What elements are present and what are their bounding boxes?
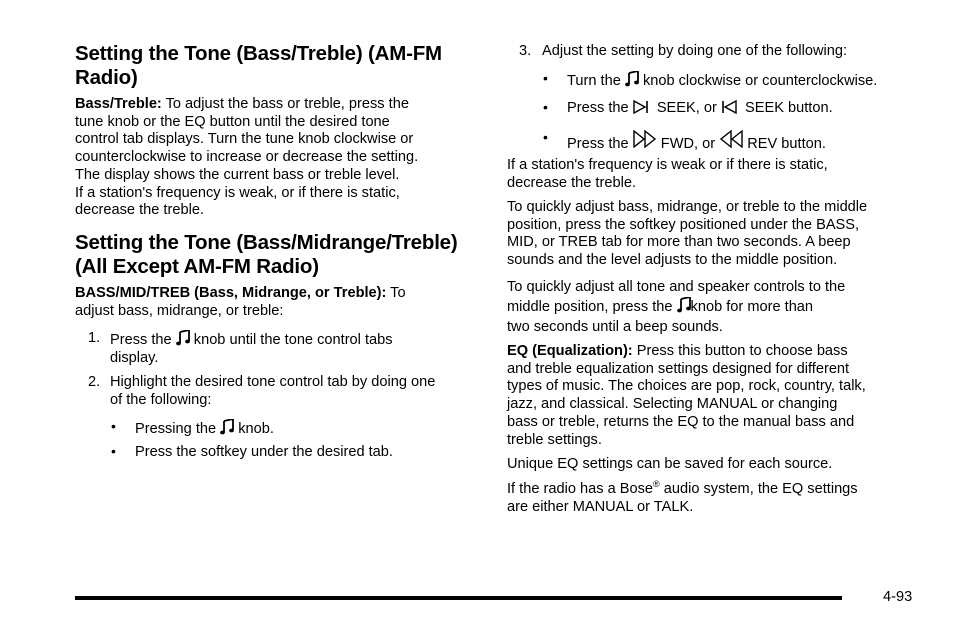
section-heading-bass-mid-treble bbox=[75, 231, 458, 279]
heading-line-1: Setting the Tone (Bass/Treble) (AM-FM bbox=[75, 42, 442, 65]
text-fragment: SEEK, or bbox=[656, 100, 717, 116]
text-fragment: knob clockwise or counterclockwise. bbox=[642, 73, 878, 89]
text-line: bass or treble, returns the EQ to the manual bass and bbox=[507, 413, 855, 430]
bass-mid-treb-paragraph bbox=[75, 285, 406, 320]
seek-down-icon bbox=[721, 100, 737, 114]
text-fragment: Turn the bbox=[567, 73, 621, 89]
eq-label: EQ (Equalization): bbox=[507, 343, 633, 359]
heading-line-1: Setting the Tone (Bass/Midrange/Treble) bbox=[75, 231, 458, 254]
weak-station-paragraph bbox=[507, 157, 828, 192]
step-3-bullet-1 bbox=[567, 71, 877, 91]
heading-line-2: (All Except AM-FM Radio) bbox=[75, 255, 319, 278]
text-line: The display shows the current bass or treble level. bbox=[75, 166, 400, 183]
text-fragment: Highlight the desired tone control tab by doing one bbox=[110, 374, 436, 390]
text-fragment: REV button. bbox=[747, 136, 826, 152]
bass-treble-label: Bass/Treble: bbox=[75, 96, 162, 112]
bass-treble-paragraph bbox=[75, 96, 418, 220]
music-note-icon bbox=[176, 330, 190, 346]
text-fragment: Pressing the bbox=[135, 421, 217, 437]
text-line: types of music. The choices are pop, rock, country, talk, bbox=[507, 378, 866, 395]
step-3 bbox=[542, 43, 847, 61]
bullet-dot: • bbox=[543, 129, 548, 145]
text-line: sounds and the level adjusts to the middle position. bbox=[507, 252, 838, 269]
rewind-icon bbox=[719, 130, 743, 148]
step-2-bullet-1 bbox=[135, 419, 274, 439]
text-fragment: audio system, the EQ settings bbox=[659, 481, 858, 497]
text-fragment: SEEK button. bbox=[745, 100, 833, 116]
text-line: MID, or TREB tab for more than two seconds. A beep bbox=[507, 234, 851, 251]
bullet-dot: • bbox=[543, 99, 548, 115]
quick-adjust-all-paragraph bbox=[507, 277, 845, 337]
text-fragment: Press the softkey under the desired tab. bbox=[135, 444, 393, 460]
text-line: are either MANUAL or TALK. bbox=[507, 498, 694, 515]
text-line: Unique EQ settings can be saved for each source. bbox=[507, 456, 833, 472]
text-line: To quickly adjust all tone and speaker controls to the bbox=[507, 279, 846, 295]
text-fragment: Press the bbox=[567, 100, 629, 116]
step-3-bullet-3 bbox=[567, 130, 826, 154]
registered-mark: ® bbox=[653, 479, 660, 490]
step-number: 3. bbox=[519, 43, 532, 59]
step-2-bullet-2 bbox=[135, 444, 393, 462]
text-line: tune knob or the EQ button until the desired tone bbox=[75, 113, 390, 130]
text-line: decrease the treble. bbox=[507, 174, 636, 191]
step-2 bbox=[110, 374, 435, 409]
text-line: control tab displays. Turn the tune knob clockwise or bbox=[75, 131, 414, 148]
bullet-dot: • bbox=[111, 418, 116, 434]
page-number: 4-93 bbox=[883, 589, 913, 605]
text-line: If a station's frequency is weak or if there is static, bbox=[507, 157, 828, 173]
text-line: If a station's frequency is weak, or if there is static, bbox=[75, 184, 400, 201]
text-fragment: Press the bbox=[110, 332, 172, 348]
bass-mid-treb-label: BASS/MID/TREB (Bass, Midrange, or Treble): bbox=[75, 285, 387, 301]
footer-rule bbox=[75, 596, 842, 600]
seek-up-icon bbox=[633, 100, 649, 114]
text-fragment: of the following: bbox=[110, 391, 212, 408]
heading-line-2: Radio) bbox=[75, 66, 138, 89]
text-line: jazz, and classical. Selecting MANUAL or changing bbox=[507, 396, 838, 413]
music-note-icon bbox=[625, 71, 639, 87]
text-fragment: knob for more than bbox=[690, 299, 814, 315]
eq-paragraph bbox=[507, 343, 866, 449]
text-line: To bbox=[386, 285, 406, 301]
text-line: two seconds until a beep sounds. bbox=[507, 319, 723, 335]
text-fragment: Press the bbox=[567, 136, 629, 152]
bose-paragraph bbox=[507, 481, 858, 516]
bullet-dot: • bbox=[543, 70, 548, 86]
unique-eq-paragraph bbox=[507, 456, 832, 474]
section-heading-bass-treble bbox=[75, 42, 442, 90]
text-line: decrease the treble. bbox=[75, 202, 204, 219]
text-line: and treble equalization settings designed for different bbox=[507, 360, 850, 377]
text-line: adjust bass, midrange, or treble: bbox=[75, 302, 284, 319]
text-line: Press this button to choose bass bbox=[632, 343, 848, 359]
text-fragment: middle position, press the bbox=[507, 299, 673, 315]
text-line: position, press the softkey positioned under the BASS, bbox=[507, 216, 860, 233]
music-note-icon bbox=[677, 297, 691, 313]
quick-adjust-paragraph bbox=[507, 199, 867, 270]
text-fragment: If the radio has a Bose bbox=[507, 481, 654, 497]
step-number: 1. bbox=[88, 330, 101, 346]
text-line: treble settings. bbox=[507, 431, 602, 448]
bullet-dot: • bbox=[111, 443, 116, 459]
music-note-icon bbox=[220, 419, 234, 435]
fast-forward-icon bbox=[633, 130, 657, 148]
step-1 bbox=[110, 330, 393, 367]
text-fragment: Adjust the setting by doing one of the following: bbox=[542, 43, 848, 59]
text-fragment: knob. bbox=[238, 421, 274, 437]
step-number: 2. bbox=[88, 374, 101, 390]
text-line: counterclockwise to increase or decrease the setting. bbox=[75, 149, 419, 166]
text-fragment: display. bbox=[110, 349, 159, 366]
text-line: To adjust the bass or treble, press the bbox=[161, 96, 409, 112]
step-3-bullet-2 bbox=[567, 100, 833, 118]
text-fragment: knob until the tone control tabs bbox=[193, 332, 393, 348]
text-fragment: FWD, or bbox=[660, 136, 716, 152]
text-line: To quickly adjust bass, midrange, or treble to the middle bbox=[507, 199, 868, 215]
